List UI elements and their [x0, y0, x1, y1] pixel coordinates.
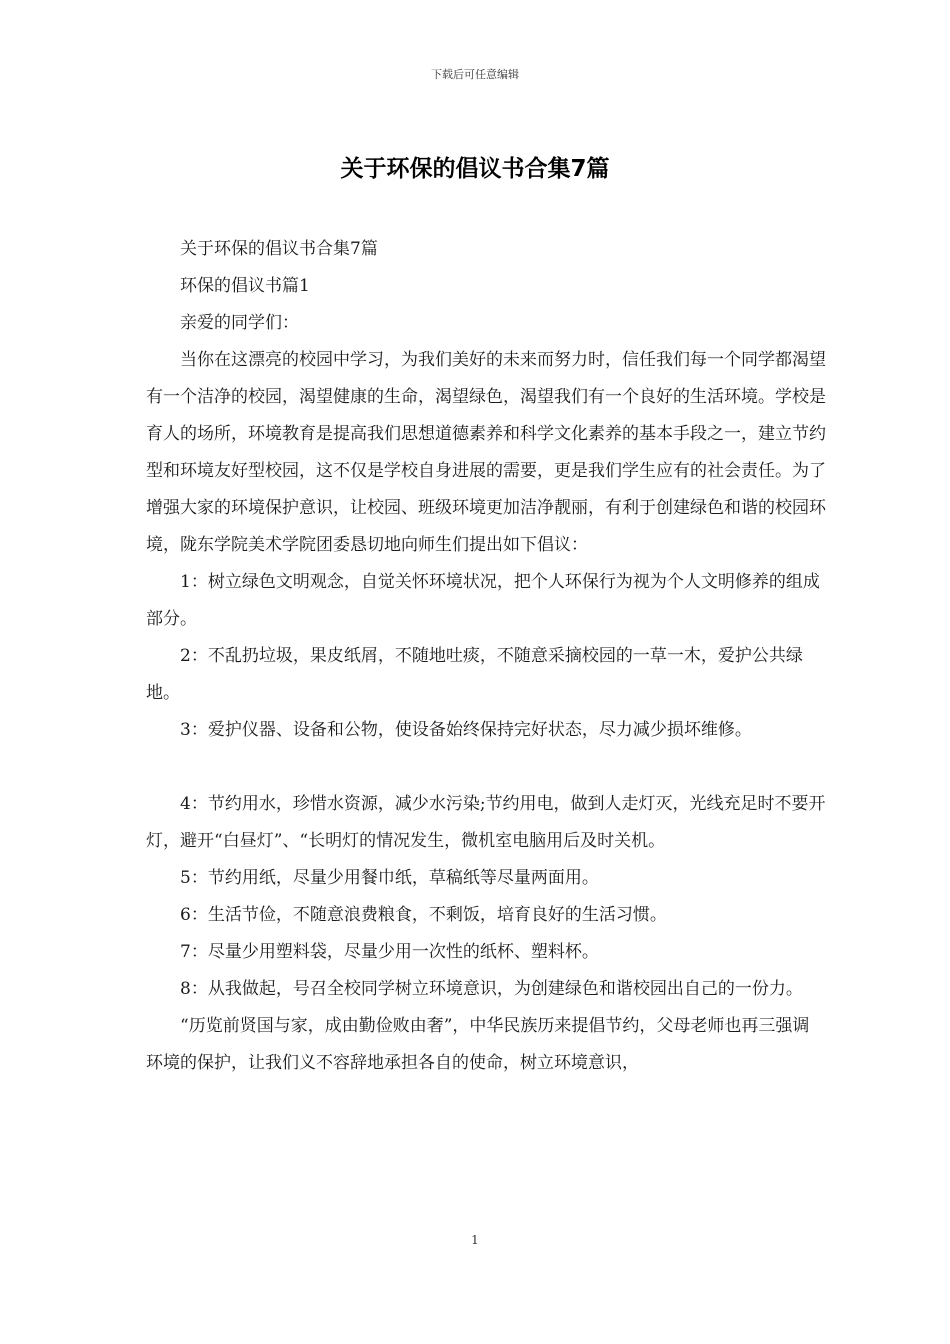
section-heading: 环保的倡议书篇1 [180, 276, 310, 296]
proposal-item-6: 6：生活节俭，不随意浪费粮食，不剩饭，培育良好的生活习惯。 [180, 905, 667, 925]
proposal-item-5: 5：节约用纸，尽量少用餐巾纸，草稿纸等尽量两面用。 [180, 868, 599, 888]
closing-paragraph: “历览前贤国与家，成由勤俭败由奢”，中华民族历来提倡节约，父母老师也再三强调环境的保护，让我们义不容辞地承担各自的使命，树立环境意识， [146, 1016, 810, 1073]
proposal-item-3: 3：爱护仪器、设备和公物，使设备始终保持完好状态，尽力减少损坏维修。 [180, 720, 752, 740]
proposal-item-8: 8：从我做起，号召全校同学树立环境意识，为创建绿色和谐校园出自己的一份力。 [180, 979, 803, 999]
proposal-item-2: 2：不乱扔垃圾，果皮纸屑，不随地吐痰，不随意采摘校园的一草一木，爱护公共绿地。 [146, 646, 803, 703]
page-number: 1 [471, 1233, 479, 1247]
subtitle-line: 关于环保的倡议书合集7篇 [180, 239, 378, 259]
document-body [146, 231, 826, 1082]
proposal-item-7: 7：尽量少用塑料袋，尽量少用一次性的纸杯、塑料杯。 [180, 942, 599, 962]
proposal-item-4: 4：节约用水，珍惜水资源，减少水污染;节约用电，做到人走灯灭，光线充足时不要开灯，避开“白昼灯”、“长明灯的情况发生，微机室电脑用后及时关机。 [146, 794, 826, 851]
intro-paragraph: 当你在这漂亮的校园中学习，为我们美好的未来而努力时，信任我们每一个同学都渴望有一个洁净的校园，渴望健康的生命，渴望绿色，渴望我们有一个良好的生活环境。学校是育人的场所，环境教育是提高我们思想道德素养和科学文化素养的基本手段之一，建立节约型和环境友好型校园，这不仅是学校自身进展的需要，更是我们学生应有的社会责任。为了增强大家的环境保护意识，让校园、班级环境更加洁净靓丽，有利于创建绿色和谐的校园环境，陇东学院美术学院团委恳切地向师生们提出如下倡议： [146, 350, 826, 555]
page-header: 下载后可任意编辑 [431, 68, 519, 81]
proposal-item-1: 1：树立绿色文明观念，自觉关怀环境状况，把个人环保行为视为个人文明修养的组成部分。 [146, 572, 820, 629]
document-title: 关于环保的倡议书合集7篇 [340, 156, 610, 182]
paragraph-gap [146, 749, 826, 786]
greeting: 亲爱的同学们： [180, 313, 299, 333]
